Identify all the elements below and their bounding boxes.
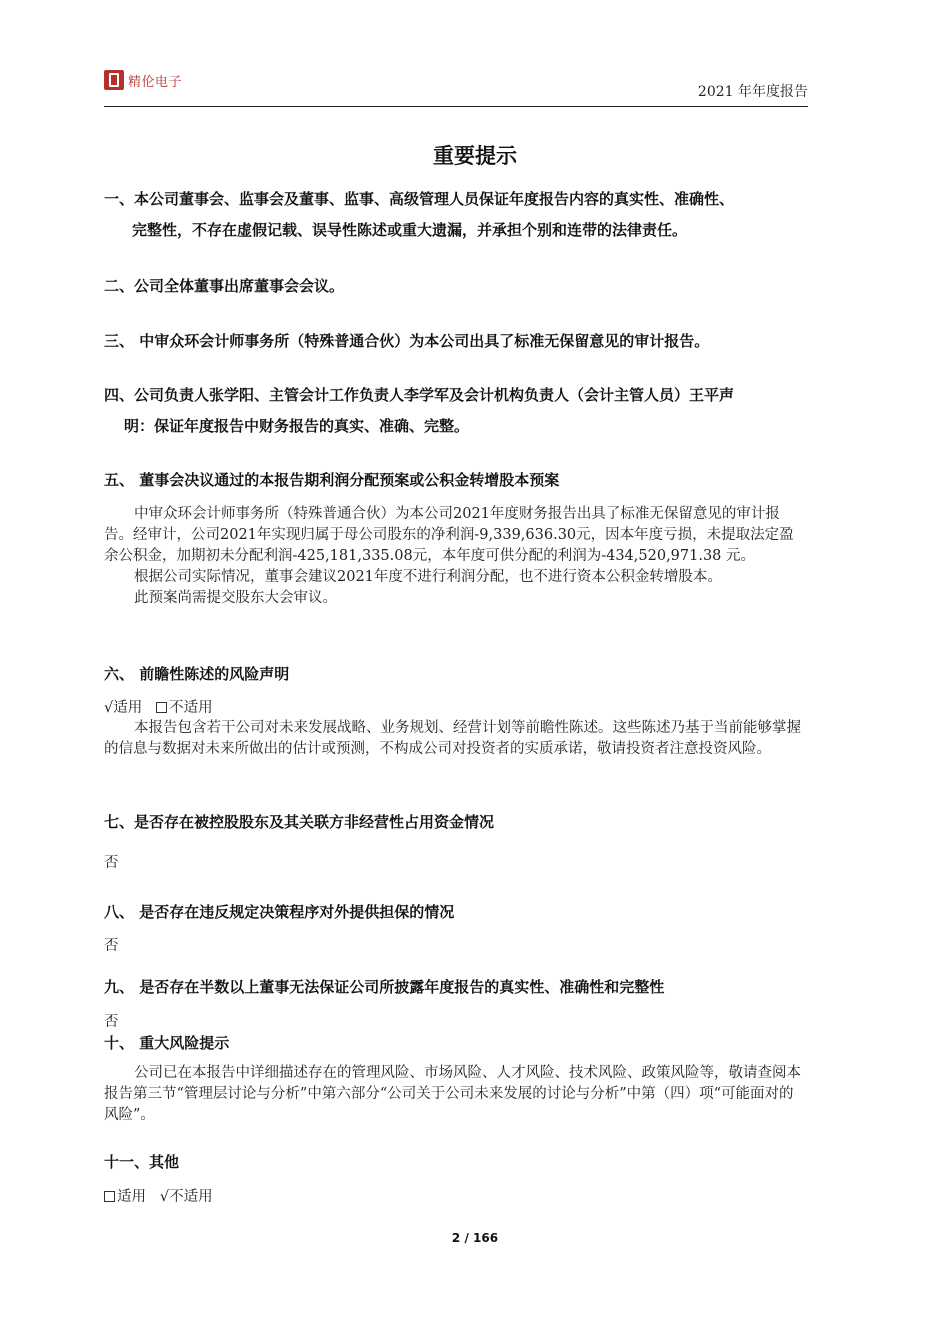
section-6-heading: 六、 前瞻性陈述的风险声明: [104, 665, 290, 683]
section-10-paragraph: 公司已在本报告中详细描述存在的管理风险、市场风险、人才风险、技术风险、政策风险等，敬请查阅本报告第三节“管理层讨论与分析”中第六部分“公司关于公司未来发展的讨论与分析”中第（四）项“可能面对的风险”。: [104, 1065, 801, 1123]
page-header: [104, 70, 808, 107]
section-1-line-1: 一、本公司董事会、监事会及董事、监事、高级管理人员保证年度报告内容的真实性、准确性、: [104, 190, 735, 208]
section-5-paragraph-2: 根据公司实际情况，董事会建议2021年度不进行利润分配，也不进行资本公积金转增股本。: [134, 569, 722, 585]
page-title: 重要提示: [433, 144, 517, 168]
section-6-applicable: √适用: [104, 700, 143, 716]
section-11-heading: 十一、其他: [104, 1153, 180, 1171]
company-logo: [104, 70, 182, 90]
section-11-applicable: 适用: [117, 1189, 146, 1205]
report-title: 2021 年年度报告: [697, 84, 808, 100]
section-7-answer: 否: [104, 855, 119, 871]
section-4-line-1: 四、公司负责人张学阳、主管会计工作负责人李学军及会计机构负责人（会计主管人员）王平声: [104, 386, 735, 404]
section-7-heading: 七、是否存在被控股股东及其关联方非经营性占用资金情况: [104, 813, 495, 831]
section-5-paragraph-1: 中审众环会计师事务所（特殊普通合伙）为本公司2021年度财务报告出具了标准无保留意见的审计报告。经审计，公司2021年实现归属于母公司股东的净利润-9,339,636.30元，因本年度亏损，未提取法定盈余公积金，加期初未分配利润-425,181,335.08元，本年度可供分配的利润为-434,520,971.38 元。: [104, 506, 794, 564]
section-10-heading: 十、 重大风险提示: [104, 1034, 230, 1052]
section-11-applicability: [104, 1185, 213, 1206]
section-1-line-2: 完整性，不存在虚假记载、误导性陈述或重大遗漏，并承担个别和连带的法律责任。: [132, 221, 688, 239]
section-11-not-applicable: √不适用: [159, 1189, 213, 1205]
company-logo-icon: [104, 70, 124, 90]
section-4-line-2: 明：保证年度报告中财务报告的真实、准确、完整。: [124, 417, 470, 435]
section-3: 三、 中审众环会计师事务所（特殊普通合伙）为本公司出具了标准无保留意见的审计报告。: [104, 332, 710, 350]
section-6-paragraph: 本报告包含若干公司对未来发展战略、业务规划、经营计划等前瞻性陈述。这些陈述乃基于当前能够掌握的信息与数据对未来所做出的估计或预测，不构成公司对投资者的实质承诺，敬请投资者注意投资风险。: [104, 720, 801, 757]
empty-checkbox-icon: [156, 702, 167, 713]
section-1: [104, 184, 814, 246]
section-9-heading: 九、 是否存在半数以上董事无法保证公司所披露年度报告的真实性、准确性和完整性: [104, 978, 665, 996]
empty-checkbox-icon: [104, 1191, 115, 1202]
section-5-heading: 五、 董事会决议通过的本报告期利润分配预案或公积金转增股本预案: [104, 471, 560, 489]
section-10-body: [104, 1063, 806, 1126]
section-5-paragraph-3: 此预案尚需提交股东大会审议。: [134, 590, 337, 606]
section-6-not-applicable: 不适用: [169, 700, 213, 716]
section-2: 二、公司全体董事出席董事会会议。: [104, 277, 345, 295]
section-9-answer: 否: [104, 1014, 119, 1030]
section-6-body: [104, 718, 806, 760]
section-8-heading: 八、 是否存在违反规定决策程序对外提供担保的情况: [104, 903, 455, 921]
section-8-answer: 否: [104, 938, 119, 954]
section-6-applicability: [104, 696, 213, 717]
page-number: 2 / 166: [451, 1231, 499, 1245]
section-5-body: [104, 504, 806, 609]
company-name: 精伦电子: [128, 74, 183, 90]
section-4: [104, 380, 814, 442]
